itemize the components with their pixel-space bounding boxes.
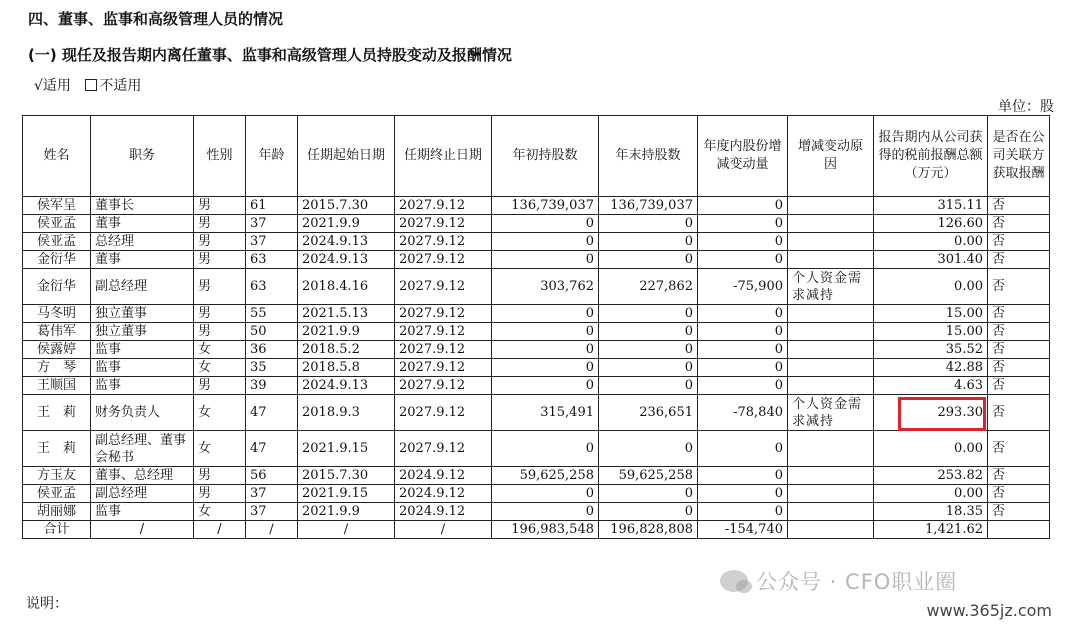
cell-pay: 0.00 [874, 431, 988, 467]
cell-shares-begin: 0 [492, 215, 599, 233]
cell-pay: 293.30 [874, 395, 988, 431]
cell-age: 37 [246, 485, 298, 503]
cell-start: 2021.9.9 [298, 215, 395, 233]
cell-start: 2024.9.13 [298, 233, 395, 251]
cell-end: 2027.9.12 [395, 377, 492, 395]
cell-change: 0 [698, 485, 788, 503]
table-row [23, 251, 1050, 269]
empty-checkbox-icon [85, 79, 97, 91]
cell-end: 2024.9.12 [395, 467, 492, 485]
cell-shares-begin: 136,739,037 [492, 197, 599, 215]
cell-pay: 18.35 [874, 503, 988, 521]
cell-shares-end: 0 [599, 323, 698, 341]
cell-name: 合计 [23, 521, 91, 539]
cell-start: / [298, 521, 395, 539]
cell-position: 监事 [91, 503, 194, 521]
cell-age: 63 [246, 269, 298, 305]
cell-shares-end: 227,862 [599, 269, 698, 305]
header-position: 职务 [91, 116, 194, 197]
cell-shares-end: 0 [599, 485, 698, 503]
cell-name: 金衍华 [23, 251, 91, 269]
cell-reason [788, 485, 874, 503]
cell-age: 50 [246, 323, 298, 341]
cell-pay: 4.63 [874, 377, 988, 395]
cell-shares-begin: 0 [492, 251, 599, 269]
cell-gender: 男 [194, 197, 246, 215]
cell-age: 47 [246, 395, 298, 431]
sub-heading: (一) 现任及报告期内离任董事、监事和高级管理人员持股变动及报酬情况 [28, 46, 512, 64]
cell-age: 37 [246, 215, 298, 233]
cell-pay: 301.40 [874, 251, 988, 269]
cell-gender: 男 [194, 233, 246, 251]
header-shares-begin: 年初持股数 [492, 116, 599, 197]
cell-shares-begin: 0 [492, 323, 599, 341]
cell-end: 2027.9.12 [395, 233, 492, 251]
cell-reason [788, 503, 874, 521]
cell-shares-end: 0 [599, 305, 698, 323]
cell-pay: 0.00 [874, 269, 988, 305]
header-age: 年龄 [246, 116, 298, 197]
cell-name: 方 琴 [23, 359, 91, 377]
cell-shares-end: 196,828,808 [599, 521, 698, 539]
cell-related: 否 [988, 341, 1050, 359]
cell-position: 独立董事 [91, 323, 194, 341]
cell-reason [788, 251, 874, 269]
applicable-label: 适用 [42, 78, 71, 94]
cell-related: 否 [988, 467, 1050, 485]
cell-change: 0 [698, 359, 788, 377]
cell-pay: 315.11 [874, 197, 988, 215]
total-row [23, 521, 1050, 539]
cell-related: 否 [988, 359, 1050, 377]
cell-change: 0 [698, 233, 788, 251]
cell-start: 2021.9.9 [298, 323, 395, 341]
watermark-text: 公众号 · CFO职业圈 [756, 570, 958, 594]
cell-related: 否 [988, 251, 1050, 269]
cell-name: 侯亚孟 [23, 485, 91, 503]
cell-end: / [395, 521, 492, 539]
check-mark-icon: √ [34, 78, 43, 94]
cell-shares-end: 0 [599, 341, 698, 359]
cell-position: 董事 [91, 215, 194, 233]
cell-reason [788, 359, 874, 377]
cell-end: 2027.9.12 [395, 323, 492, 341]
header-start: 任期起始日期 [298, 116, 395, 197]
cell-position: 董事、总经理 [91, 467, 194, 485]
cell-end: 2027.9.12 [395, 341, 492, 359]
table-row [23, 359, 1050, 377]
cell-gender: 男 [194, 269, 246, 305]
table-row [23, 377, 1050, 395]
cell-gender: / [194, 521, 246, 539]
cell-pay: 253.82 [874, 467, 988, 485]
cell-change: 0 [698, 215, 788, 233]
cell-end: 2027.9.12 [395, 431, 492, 467]
cell-change: 0 [698, 503, 788, 521]
cell-related: 否 [988, 215, 1050, 233]
cell-gender: 男 [194, 377, 246, 395]
cell-related: 否 [988, 485, 1050, 503]
cell-pay: 15.00 [874, 323, 988, 341]
cell-shares-begin: 315,491 [492, 395, 599, 431]
cell-gender: 女 [194, 359, 246, 377]
cell-reason: 个人资金需求减持 [788, 395, 874, 431]
header-name: 姓名 [23, 116, 91, 197]
cell-position: 财务负责人 [91, 395, 194, 431]
cell-start: 2021.9.9 [298, 503, 395, 521]
cell-change: 0 [698, 305, 788, 323]
cell-change: -154,740 [698, 521, 788, 539]
table-row [23, 503, 1050, 521]
cell-change: 0 [698, 467, 788, 485]
cell-shares-end: 0 [599, 251, 698, 269]
cell-position: 副总经理 [91, 485, 194, 503]
cell-reason [788, 467, 874, 485]
header-pay: 报告期内从公司获得的税前报酬总额（万元） [874, 116, 988, 197]
cell-change: -78,840 [698, 395, 788, 431]
cell-related: 否 [988, 323, 1050, 341]
cell-start: 2021.5.13 [298, 305, 395, 323]
table-row [23, 341, 1050, 359]
cell-position: / [91, 521, 194, 539]
cell-shares-end: 136,739,037 [599, 197, 698, 215]
applicable-options [34, 75, 141, 95]
cell-age: / [246, 521, 298, 539]
cell-start: 2021.9.15 [298, 431, 395, 467]
table-row [23, 215, 1050, 233]
cell-name: 王顺国 [23, 377, 91, 395]
cell-age: 61 [246, 197, 298, 215]
not-applicable-label: 不适用 [99, 78, 142, 94]
cell-end: 2027.9.12 [395, 305, 492, 323]
cell-name: 王 莉 [23, 395, 91, 431]
cell-position: 副总经理、董事会秘书 [91, 431, 194, 467]
cell-shares-end: 236,651 [599, 395, 698, 431]
cell-gender: 女 [194, 341, 246, 359]
cell-age: 63 [246, 251, 298, 269]
cell-start: 2021.9.15 [298, 485, 395, 503]
cell-start: 2018.5.2 [298, 341, 395, 359]
cell-name: 侯军呈 [23, 197, 91, 215]
cell-pay: 0.00 [874, 485, 988, 503]
cell-pay: 35.52 [874, 341, 988, 359]
cell-end: 2027.9.12 [395, 269, 492, 305]
cell-related: 否 [988, 269, 1050, 305]
cell-end: 2027.9.12 [395, 197, 492, 215]
header-gender: 性别 [194, 116, 246, 197]
cell-shares-begin: 0 [492, 305, 599, 323]
cell-shares-begin: 0 [492, 503, 599, 521]
cell-shares-end: 0 [599, 503, 698, 521]
cell-start: 2018.9.3 [298, 395, 395, 431]
cell-end: 2027.9.12 [395, 215, 492, 233]
cell-shares-begin: 196,983,548 [492, 521, 599, 539]
cell-name: 方玉友 [23, 467, 91, 485]
cell-age: 36 [246, 341, 298, 359]
holdings-table [22, 115, 1050, 539]
cell-change: -75,900 [698, 269, 788, 305]
cell-name: 马冬明 [23, 305, 91, 323]
cell-related: 否 [988, 431, 1050, 467]
cell-shares-end: 59,625,258 [599, 467, 698, 485]
cell-reason [788, 215, 874, 233]
cell-related: 否 [988, 233, 1050, 251]
cell-shares-begin: 0 [492, 431, 599, 467]
cell-shares-end: 0 [599, 431, 698, 467]
cell-gender: 女 [194, 503, 246, 521]
cell-reason [788, 431, 874, 467]
header-row [23, 116, 1050, 197]
cell-name: 侯亚孟 [23, 233, 91, 251]
cell-change: 0 [698, 197, 788, 215]
cell-position: 监事 [91, 377, 194, 395]
cell-related: 否 [988, 377, 1050, 395]
cell-position: 监事 [91, 341, 194, 359]
cell-shares-end: 0 [599, 377, 698, 395]
cell-change: 0 [698, 431, 788, 467]
header-shares-change: 年度内股份增减变动量 [698, 116, 788, 197]
cell-reason [788, 233, 874, 251]
cell-age: 37 [246, 233, 298, 251]
cell-pay: 1,421.62 [874, 521, 988, 539]
cell-name: 侯亚孟 [23, 215, 91, 233]
cell-start: 2024.9.13 [298, 377, 395, 395]
site-url: www.365jz.com [926, 601, 1052, 620]
cell-shares-end: 0 [599, 359, 698, 377]
cell-shares-begin: 303,762 [492, 269, 599, 305]
table-row [23, 323, 1050, 341]
cell-reason: 个人资金需求减持 [788, 269, 874, 305]
cell-related: 否 [988, 197, 1050, 215]
cell-age: 39 [246, 377, 298, 395]
cell-gender: 男 [194, 251, 246, 269]
cell-pay: 126.60 [874, 215, 988, 233]
cell-end: 2024.9.12 [395, 503, 492, 521]
cell-start: 2018.5.8 [298, 359, 395, 377]
table-row [23, 467, 1050, 485]
cell-pay: 0.00 [874, 233, 988, 251]
cell-position: 独立董事 [91, 305, 194, 323]
cell-shares-begin: 0 [492, 233, 599, 251]
cell-shares-end: 0 [599, 233, 698, 251]
cell-reason [788, 521, 874, 539]
cell-age: 56 [246, 467, 298, 485]
header-end: 任期终止日期 [395, 116, 492, 197]
cell-position: 总经理 [91, 233, 194, 251]
cell-pay: 42.88 [874, 359, 988, 377]
table-row [23, 233, 1050, 251]
cell-start: 2015.7.30 [298, 197, 395, 215]
cell-related: 否 [988, 503, 1050, 521]
cell-name: 胡丽娜 [23, 503, 91, 521]
cell-related: 否 [988, 305, 1050, 323]
cell-name: 葛伟军 [23, 323, 91, 341]
cell-shares-begin: 0 [492, 359, 599, 377]
cell-position: 副总经理 [91, 269, 194, 305]
cell-shares-begin: 0 [492, 341, 599, 359]
cell-end: 2027.9.12 [395, 395, 492, 431]
header-reason: 增减变动原因 [788, 116, 874, 197]
cell-related [988, 521, 1050, 539]
cell-gender: 女 [194, 431, 246, 467]
cell-reason [788, 197, 874, 215]
cell-gender: 男 [194, 215, 246, 233]
cell-age: 55 [246, 305, 298, 323]
cell-change: 0 [698, 341, 788, 359]
cell-gender: 女 [194, 395, 246, 431]
section-heading: 四、董事、监事和高级管理人员的情况 [28, 10, 284, 28]
cell-change: 0 [698, 377, 788, 395]
cell-gender: 男 [194, 467, 246, 485]
watermark [720, 566, 957, 596]
table-row [23, 395, 1050, 431]
cell-age: 35 [246, 359, 298, 377]
table-row [23, 485, 1050, 503]
cell-name: 侯露婷 [23, 341, 91, 359]
cell-gender: 男 [194, 485, 246, 503]
cell-end: 2024.9.12 [395, 485, 492, 503]
cell-start: 2015.7.30 [298, 467, 395, 485]
header-related: 是否在公司关联方获取报酬 [988, 116, 1050, 197]
cell-related: 否 [988, 395, 1050, 431]
cell-gender: 男 [194, 323, 246, 341]
note-label: 说明： [26, 596, 68, 612]
header-shares-end: 年末持股数 [599, 116, 698, 197]
cell-change: 0 [698, 323, 788, 341]
table-row [23, 431, 1050, 467]
cell-shares-begin: 0 [492, 377, 599, 395]
cell-start: 2018.4.16 [298, 269, 395, 305]
cell-shares-begin: 59,625,258 [492, 467, 599, 485]
cell-name: 金衍华 [23, 269, 91, 305]
cell-shares-begin: 0 [492, 485, 599, 503]
table-row [23, 305, 1050, 323]
cell-start: 2024.9.13 [298, 251, 395, 269]
highlight-box [898, 397, 986, 431]
cell-gender: 男 [194, 305, 246, 323]
unit-label: 单位：股 [998, 99, 1054, 115]
cell-end: 2027.9.12 [395, 251, 492, 269]
cell-position: 董事长 [91, 197, 194, 215]
cell-position: 监事 [91, 359, 194, 377]
cell-reason [788, 341, 874, 359]
cell-reason [788, 377, 874, 395]
cell-reason [788, 323, 874, 341]
cell-change: 0 [698, 251, 788, 269]
cell-reason [788, 305, 874, 323]
cell-age: 37 [246, 503, 298, 521]
table-row [23, 269, 1050, 305]
cell-age: 47 [246, 431, 298, 467]
table-row [23, 197, 1050, 215]
wechat-icon [720, 570, 748, 592]
cell-shares-end: 0 [599, 215, 698, 233]
cell-end: 2027.9.12 [395, 359, 492, 377]
cell-position: 董事 [91, 251, 194, 269]
cell-pay: 15.00 [874, 305, 988, 323]
cell-name: 王 莉 [23, 431, 91, 467]
